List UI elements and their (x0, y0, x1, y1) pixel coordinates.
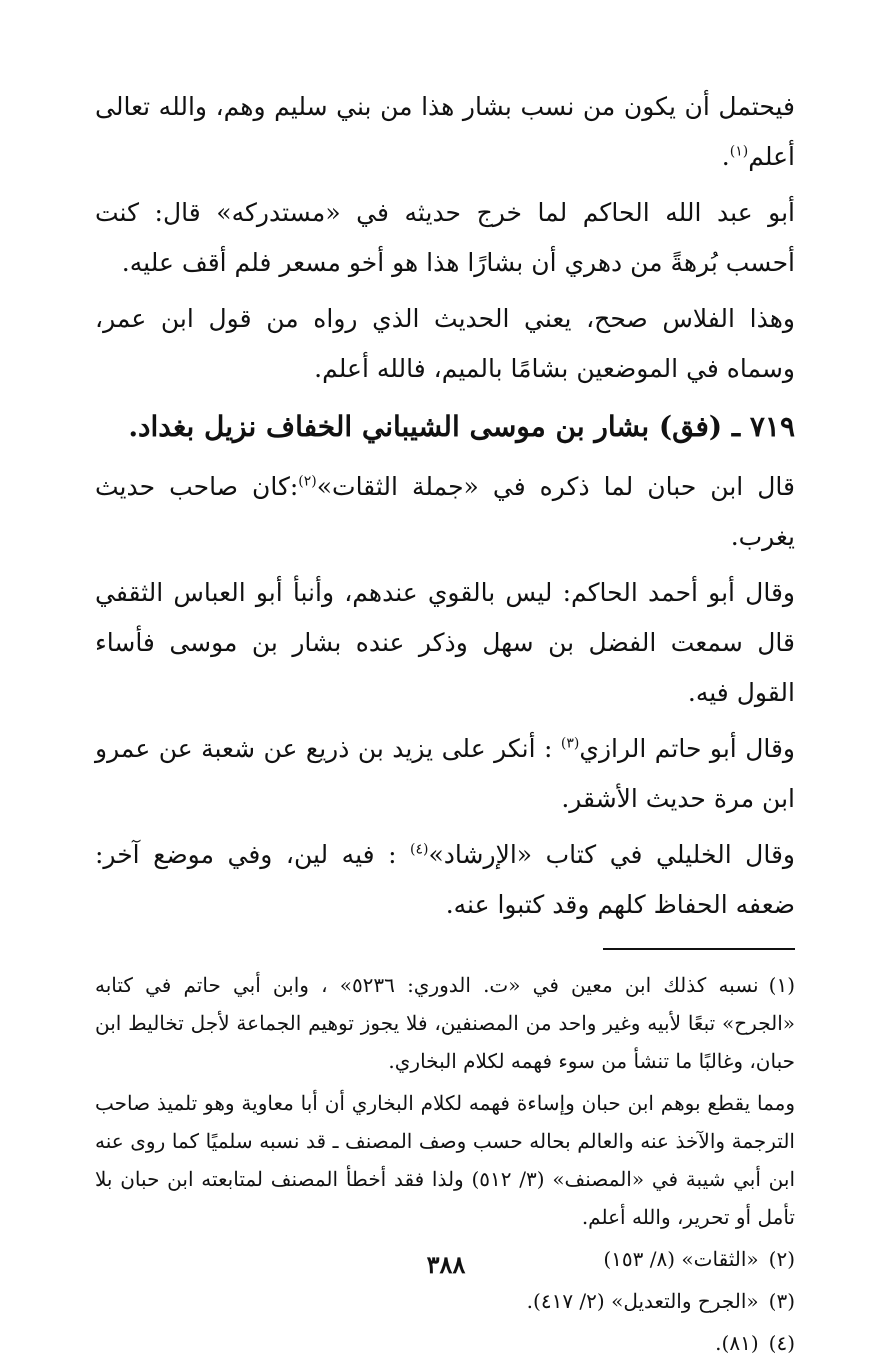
footnote-3-number: (٣) (768, 1289, 795, 1313)
footnote-1-text: نسبه كذلك ابن معين في «ت. الدوري: ٥٢٣٦» ، وابن أبي حاتم في كتابه «الجرح» تبعًا لأبيه وغير واحد من المصنفين، فلا يجوز توهيم الجماعة لأجل تخاليط ابن حبان، وغالبًا ما تنشأ من سوء فهمه لكلام البخاري. (95, 973, 795, 1073)
footnotes-section (95, 966, 795, 1362)
footnote-1-number: (١) (768, 973, 795, 997)
paragraph-7-end: : فيه لين، وفي موضع آخر: ضعفه الحفاظ كلهم وقد كتبوا عنه. (95, 840, 795, 919)
paragraph-4-text: قال ابن حبان لما ذكره في «جملة الثقات» (316, 472, 795, 501)
paragraph-6-end: : أنكر على يزيد بن ذريع عن شعبة عن عمرو ابن مرة حديث الأشقر. (95, 734, 795, 813)
footnote-ref-1: (١) (729, 143, 749, 160)
paragraph-4 (95, 462, 795, 562)
paragraph-3: وهذا الفلاس صحح، يعني الحديث الذي رواه من قول ابن عمر، وسماه في الموضعين بشامًا بالميم، فالله أعلم. (95, 304, 795, 383)
footnote-1 (95, 966, 795, 1080)
footnote-2-number: (٢) (768, 1247, 795, 1271)
footnote-4-number: (٤) (768, 1331, 795, 1355)
paragraph-2: أبو عبد الله الحاكم لما خرج حديثه في «مستدركه» قال: كنت أحسب بُرهةً من دهري أن بشارًا هذا هو أخو مسعر فلم أقف عليه. (95, 198, 795, 277)
footnote-1-continued (95, 1084, 795, 1236)
paragraph-6-text: وقال أبو حاتم الرازي (579, 734, 795, 763)
footnote-1-continued-text: ومما يقطع بوهم ابن حبان وإساءة فهمه لكلام البخاري أن أبا معاوية وهو تلميذ صاحب الترجمة والآخذ عنه والعالم بحاله حسب وصف المصنف ـ قد نسبه سلميًا كما روى عنه ابن أبي شيبة في «المصنف» (٣/ ٥١٢) ولذا فقد أخطأ المصنف لمتابعته ابن حبان بلا تأمل أو تحرير، والله أعلم. (95, 1091, 796, 1229)
footnote-ref-2: (٢) (298, 473, 317, 490)
footnote-3 (95, 1282, 795, 1320)
paragraph-1 (95, 82, 795, 182)
footnote-divider (603, 948, 795, 950)
entry-heading: ٧١٩ ـ (فق) بشار بن موسى الشيباني الخفاف نزيل بغداد. (128, 410, 795, 443)
footnote-3-text: «الجرح والتعديل» (٢/ ٤١٧). (526, 1289, 759, 1313)
paragraph-5: وقال أبو أحمد الحاكم: ليس بالقوي عندهم، وأنبأ أبو العباس الثقفي قال سمعت الفضل بن سهل وذكر عنده بشار بن موسى فأساء القول فيه. (95, 578, 795, 707)
footnote-4 (95, 1324, 795, 1362)
footnote-2-text: «الثقات» (٨/ ١٥٣) (603, 1247, 759, 1271)
footnote-4-text: (٨١). (715, 1331, 759, 1355)
page-number: ٣٨٨ (426, 1250, 466, 1279)
paragraph-4-end: :كان صاحب حديث يغرب. (95, 472, 795, 551)
footnote-ref-3: (٣) (560, 735, 580, 752)
paragraph-6 (95, 724, 795, 824)
footnote-ref-4: (٤) (410, 841, 429, 858)
paragraph-7 (95, 830, 795, 930)
paragraph-7-text: وقال الخليلي في كتاب «الإرشاد» (428, 840, 795, 869)
paragraph-1-text: فيحتمل أن يكون من نسب بشار هذا من بني سليم وهم، والله تعالى أعلم (95, 92, 795, 171)
paragraph-1-end: . (721, 142, 730, 171)
book-page (95, 82, 796, 1355)
